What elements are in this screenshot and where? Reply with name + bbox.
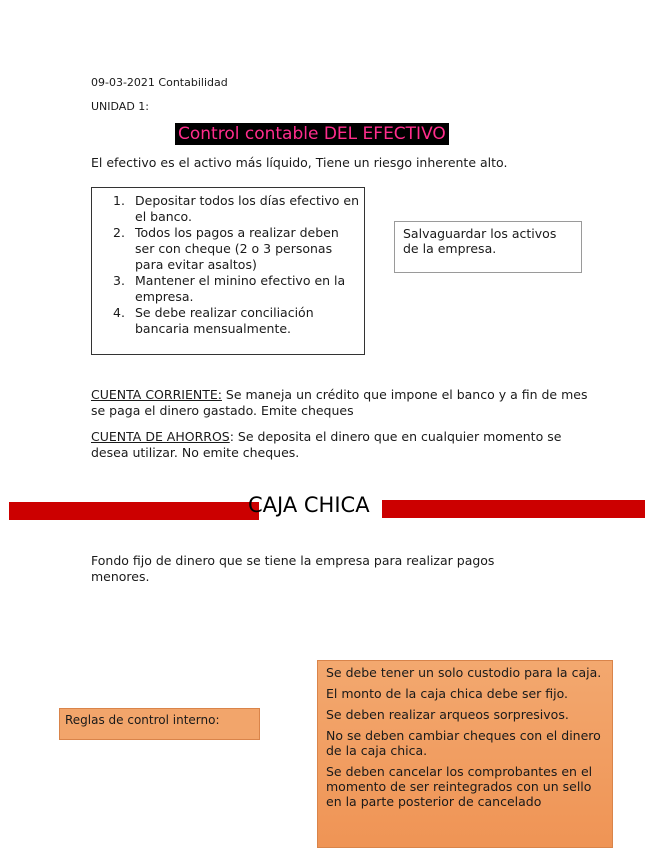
definition-text: Se maneja un crédito que impone el banco y a fin de mes se paga el dinero gastado. Emite cheques bbox=[91, 387, 588, 418]
list-item-number: 2. bbox=[113, 225, 125, 240]
list-item bbox=[113, 273, 359, 305]
definition-cuenta-ahorros bbox=[91, 429, 591, 461]
red-divider-left bbox=[9, 502, 259, 520]
date-subject-line: 09-03-2021 Contabilidad bbox=[91, 76, 228, 89]
list-item-text: Se debe realizar conciliación bancaria mensualmente. bbox=[135, 305, 314, 336]
rule-item: Se deben realizar arqueos sorpresivos. bbox=[326, 707, 569, 722]
list-item-number: 3. bbox=[113, 273, 125, 288]
definition-cuenta-corriente bbox=[91, 387, 591, 419]
definition-term: CUENTA DE AHORROS bbox=[91, 429, 230, 444]
list-item-text: Todos los pagos a realizar deben ser con cheque (2 o 3 personas para evitar asaltos) bbox=[135, 225, 339, 272]
definition-text: : Se deposita el dinero que en cualquier momento se desea utilizar. No emite cheques. bbox=[91, 429, 562, 460]
list-item-text: Mantener el minino efectivo en la empresa. bbox=[135, 273, 346, 304]
list-item-number: 4. bbox=[113, 305, 125, 320]
internal-control-rules-box bbox=[317, 660, 613, 848]
cash-control-list-box bbox=[91, 187, 365, 355]
rule-item: Se deben cancelar los comprobantes en el momento de ser reintegrados con un sello en la parte posterior de cancelado bbox=[326, 764, 593, 809]
cash-control-list bbox=[113, 193, 359, 337]
rule-item: El monto de la caja chica debe ser fijo. bbox=[326, 686, 569, 701]
section-heading: CAJA CHICA bbox=[248, 493, 370, 517]
list-item bbox=[113, 193, 359, 225]
safeguard-note-box: Salvaguardar los activos de la empresa. bbox=[394, 221, 582, 273]
rule-item: Se debe tener un solo custodio para la caja. bbox=[326, 665, 602, 680]
intro-paragraph: El efectivo es el activo más líquido, Tiene un riesgo inherente alto. bbox=[91, 155, 508, 170]
list-item bbox=[113, 305, 359, 337]
definition-term: CUENTA CORRIENTE: bbox=[91, 387, 222, 402]
red-divider-right bbox=[382, 500, 645, 518]
list-item-number: 1. bbox=[113, 193, 125, 208]
rule-item: No se deben cambiar cheques con el dinero de la caja chica. bbox=[326, 728, 601, 758]
section-description: Fondo fijo de dinero que se tiene la empresa para realizar pagos menores. bbox=[91, 553, 495, 584]
list-item-text: Depositar todos los días efectivo en el banco. bbox=[135, 193, 359, 224]
unit-line: UNIDAD 1: bbox=[91, 100, 149, 113]
list-item bbox=[113, 225, 359, 273]
internal-control-label-box: Reglas de control interno: bbox=[59, 708, 260, 740]
document-title: Control contable DEL EFECTIVO bbox=[175, 123, 449, 145]
